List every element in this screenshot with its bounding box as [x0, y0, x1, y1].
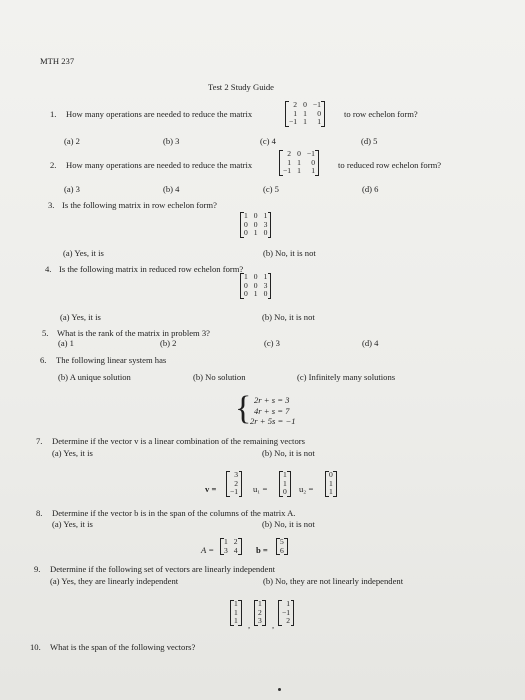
- question-prompt: What is the span of the following vectors?: [50, 642, 196, 652]
- matrix-entry: 0: [311, 157, 315, 167]
- question-number: 9.: [34, 564, 41, 574]
- matrix-entry: 4: [233, 545, 238, 555]
- matrix-entry: 3: [263, 280, 268, 290]
- option-b: (b) 3: [163, 136, 180, 146]
- option-a: (a) Yes, it is: [63, 248, 104, 258]
- vector-row: [326, 488, 337, 497]
- matrix-entry: 0: [253, 272, 258, 281]
- matrix-q3: [240, 212, 271, 238]
- vector-3: [278, 600, 294, 626]
- vector-row: [231, 617, 242, 626]
- vector-entry: 1: [283, 470, 287, 479]
- vector-entry: 0: [329, 470, 333, 479]
- option-b: (b) No, it is not: [262, 519, 315, 529]
- option-a: (b) A unique solution: [58, 372, 131, 382]
- question-prompt: The following linear system has: [56, 355, 167, 365]
- option-c: (c) 4: [260, 136, 276, 146]
- matrix-body: [240, 273, 271, 299]
- vector-body: [254, 600, 266, 626]
- matrix-entry: −1: [312, 100, 321, 109]
- question-prompt: How many operations are needed to reduce the matrix: [66, 109, 253, 119]
- system-brace: {: [235, 390, 252, 427]
- matrix-entry: 2: [293, 100, 298, 109]
- matrix-entry: 1: [303, 117, 307, 127]
- matrix-body: [220, 538, 242, 555]
- question-prompt: Is the following matrix in reduced row echelon form?: [59, 264, 244, 274]
- vector-entry: −1: [282, 607, 291, 617]
- question-prompt: Is the following matrix in row echelon form?: [62, 200, 217, 210]
- question-number: 1.: [50, 109, 57, 119]
- matrix-entry: 0: [253, 211, 258, 220]
- vector-entry: 1: [234, 599, 238, 608]
- matrix-entry: 1: [293, 108, 298, 118]
- question-prompt: How many operations are needed to reduce the matrix: [66, 160, 253, 170]
- question-prompt: What is the rank of the matrix in problem 3?: [57, 328, 210, 338]
- vector-row: [227, 488, 242, 497]
- matrix-entry: 0: [244, 289, 248, 299]
- vector-body: [230, 600, 242, 626]
- question-number: 6.: [40, 355, 47, 365]
- option-d: (d) 6: [362, 184, 379, 194]
- equation-1: 2r + s = 3: [254, 395, 290, 405]
- option-a: (a) Yes, they are linearly independent: [50, 576, 179, 586]
- vector-body: [226, 471, 242, 497]
- matrix-body: [240, 212, 271, 238]
- vector-entry: 0: [283, 487, 287, 497]
- question-prompt: Determine if the vector b is in the span of the columns of the matrix A.: [52, 508, 296, 518]
- question-number: 8.: [36, 508, 43, 518]
- vector-row: [279, 617, 294, 626]
- vector-u2: [325, 471, 337, 497]
- matrix-q4: [240, 273, 271, 299]
- matrix-entry: 0: [244, 280, 248, 290]
- vector-u1: [279, 471, 291, 497]
- vector-v: [226, 471, 242, 497]
- matrix-entry: −1: [306, 149, 315, 158]
- vector-1: [230, 600, 242, 626]
- question-number: 10.: [30, 642, 41, 652]
- matrix-entry: 1: [263, 272, 268, 281]
- matrix-entry: 0: [253, 219, 258, 229]
- vector-row: [277, 547, 288, 556]
- matrix-entry: 1: [253, 289, 258, 299]
- comma-separator: ,: [272, 620, 275, 630]
- vector-entry: 1: [286, 599, 291, 608]
- matrix-entry: 0: [303, 100, 307, 109]
- vector-body: [279, 471, 291, 497]
- matrix-entry: 3: [224, 545, 228, 555]
- vector-entry: 1: [329, 487, 333, 497]
- matrix-q1: [285, 101, 325, 127]
- vector-row: [255, 617, 266, 626]
- option-b: (b) No, it is not: [263, 248, 316, 258]
- a-label: A =: [201, 545, 215, 555]
- option-b: (b) No, they are not linearly independent: [263, 576, 404, 586]
- matrix-entry: 0: [253, 280, 258, 290]
- vector-entry: 2: [258, 607, 262, 617]
- option-a: (a) 1: [58, 338, 74, 348]
- vector-entry: 2: [286, 616, 291, 626]
- option-b: (b) 4: [163, 184, 180, 194]
- question-suffix: to reduced row echelon form?: [338, 160, 442, 170]
- matrix-entry: 2: [287, 149, 292, 158]
- question-prompt: Determine if the following set of vectors are linearly independent: [50, 564, 276, 574]
- page-speck: [278, 688, 281, 691]
- matrix-entry: −1: [289, 117, 298, 127]
- equation-3: 2r + 5s = −1: [250, 416, 296, 426]
- matrix-entry: 0: [263, 289, 268, 299]
- matrix-body: [279, 150, 319, 176]
- matrix-row: [221, 547, 242, 556]
- vector-entry: 3: [234, 470, 239, 479]
- option-c: (c) Infinitely many solutions: [297, 372, 396, 382]
- matrix-entry: 1: [287, 157, 292, 167]
- matrix-row: [241, 290, 271, 299]
- option-d: (d) 5: [361, 136, 378, 146]
- matrix-row: [280, 167, 319, 176]
- vector-entry: 1: [258, 599, 262, 608]
- vector-entry: 6: [280, 545, 284, 555]
- question-number: 3.: [48, 200, 55, 210]
- matrix-entry: 1: [297, 166, 301, 176]
- vector-entry: 1: [329, 478, 333, 488]
- v-label: v =: [205, 484, 217, 494]
- vector-entry: 1: [234, 616, 238, 626]
- matrix-row: [286, 118, 325, 127]
- question-suffix: to row echelon form?: [344, 109, 418, 119]
- option-c: (c) 3: [264, 338, 280, 348]
- matrix-entry: 1: [311, 166, 315, 176]
- vector-entry: 5: [280, 537, 284, 546]
- matrix-body: [285, 101, 325, 127]
- vector-b: [276, 538, 288, 555]
- vector-body: [278, 600, 294, 626]
- matrix-entry: 1: [253, 228, 258, 238]
- vector-body: [325, 471, 337, 497]
- matrix-row: [241, 229, 271, 238]
- vector-entry: 2: [234, 478, 239, 488]
- option-b: (b) No, it is not: [262, 312, 315, 322]
- option-b: (b) No, it is not: [262, 448, 315, 458]
- matrix-entry: 1: [297, 157, 301, 167]
- u1-label: u₁ =: [253, 484, 268, 494]
- question-number: 7.: [36, 436, 43, 446]
- u2-label: u₂ =: [299, 484, 314, 494]
- option-a: (a) Yes, it is: [60, 312, 101, 322]
- option-a: (a) 2: [64, 136, 80, 146]
- option-a: (a) 3: [64, 184, 80, 194]
- question-number: 4.: [45, 264, 52, 274]
- matrix-entry: 3: [263, 219, 268, 229]
- matrix-entry: 0: [244, 228, 248, 238]
- matrix-entry: 1: [263, 211, 268, 220]
- linear-system: [250, 395, 296, 427]
- vector-2: [254, 600, 266, 626]
- matrix-entry: 1: [317, 117, 321, 127]
- matrix-a: [220, 538, 242, 555]
- matrix-q2: [279, 150, 319, 176]
- vector-entry: −1: [230, 487, 239, 497]
- option-a: (a) Yes, it is: [52, 519, 93, 529]
- question-number: 2.: [50, 160, 57, 170]
- question-prompt: Determine if the vector v is a linear combination of the remaining vectors: [52, 436, 305, 446]
- matrix-entry: 1: [244, 272, 248, 281]
- course-code: MTH 237: [40, 56, 75, 66]
- question-number: 5.: [42, 328, 49, 338]
- option-b: (b) No solution: [193, 372, 246, 382]
- matrix-entry: 2: [233, 537, 238, 546]
- matrix-entry: 0: [297, 149, 301, 158]
- vector-entry: 1: [283, 478, 287, 488]
- option-a: (a) Yes, it is: [52, 448, 93, 458]
- matrix-entry: 1: [303, 108, 307, 118]
- vector-body: [276, 538, 288, 555]
- option-b: (b) 2: [160, 338, 177, 348]
- matrix-entry: 0: [317, 108, 321, 118]
- option-d: (d) 4: [362, 338, 379, 348]
- vector-entry: 1: [234, 607, 238, 617]
- matrix-entry: 0: [263, 228, 268, 238]
- option-c: (c) 5: [263, 184, 279, 194]
- vector-row: [280, 488, 291, 497]
- matrix-entry: 0: [244, 219, 248, 229]
- matrix-entry: 1: [244, 211, 248, 220]
- equation-2: 4r + s = 7: [254, 405, 290, 416]
- comma-separator: ,: [248, 620, 251, 630]
- vector-entry: 3: [258, 616, 262, 626]
- b-label: b =: [256, 545, 268, 555]
- matrix-entry: 1: [224, 537, 228, 546]
- page-title: Test 2 Study Guide: [208, 82, 274, 92]
- matrix-entry: −1: [283, 166, 292, 176]
